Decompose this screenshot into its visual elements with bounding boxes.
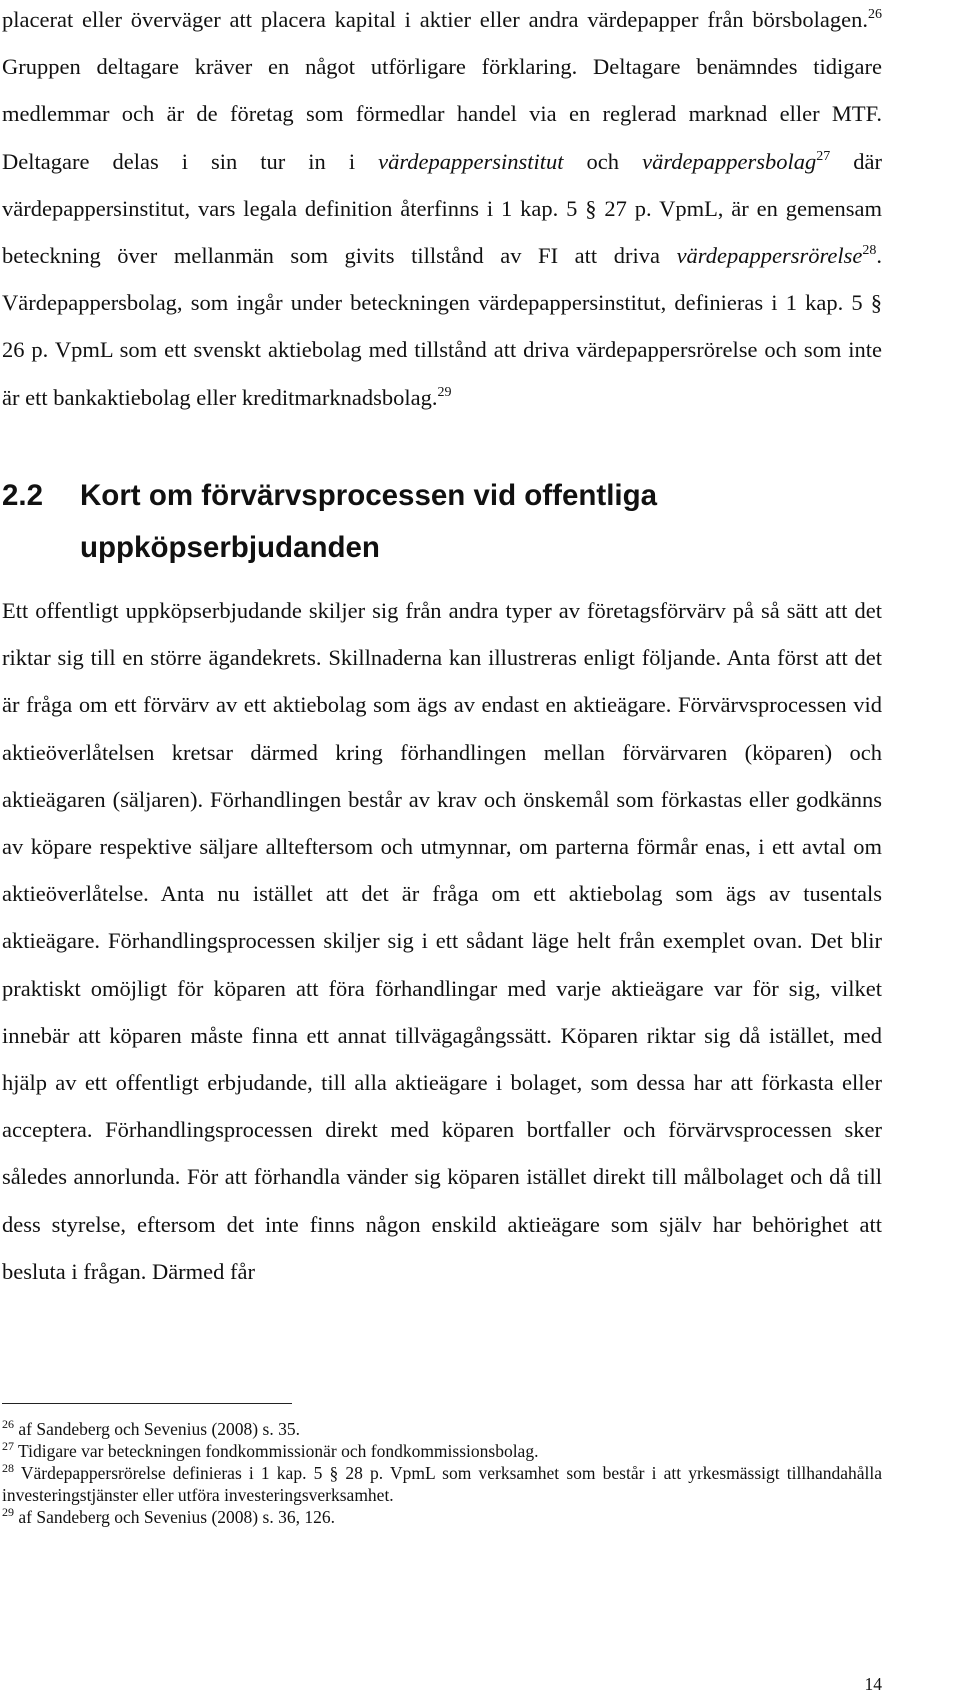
footnote-28: [2, 1462, 882, 1506]
footnote-ref-27: 27: [816, 148, 831, 164]
italic-term: värdepappersrörelse: [676, 243, 863, 269]
footnote-26: [2, 1418, 882, 1440]
body-paragraph-main: Ett offentligt uppköpserbjudande skiljer sig från andra typer av företagsförvärv på så sätt att det riktar sig till en större ägandekrets. Skillnaderna kan illustreras enligt följande. Anta först att det är fråga om ett förvärv av ett aktiebolag som ägs av endast en aktieägare. Förvärvsprocessen vid aktieöverlåtelsen kretsar därmed kring förhandlingen mellan förvärvaren (köparen) och aktieägaren (säljaren). Förhandlingen består av krav och önskemål som förkastas eller godkänns av köpare respektive säljare allteftersom och utmynnar, om parterna förmår enas, i ett avtal om aktieöverlåtelse. Anta nu istället att det är fråga om ett aktiebolag som ägs av tusentals aktieägare. Förhandlingsprocessen skiljer sig i ett sådant läge helt från exemplet ovan. Det blir praktiskt omöjligt för köparen att föra förhandlingar med varje aktieägare var för sig, vilket innebär att köparen måste finna ett annat tillvägagångssätt. Köparen riktar sig då istället, med hjälp av ett offentligt erbjudande, till alla aktieägare i bolaget, som dessa har att förkasta eller acceptera. Förhandlingsprocessen direkt med köparen bortfaller och förvärvsprocessen sker således annorlunda. För att förhandla vänder sig köparen istället direkt till målbolaget och då till dess styrelse, eftersom det inte finns någon enskild aktieägare som själv har behörighet att besluta i frågan. Därmed får: [2, 598, 882, 1284]
footnote-text: Värdepappersrörelse definieras i 1 kap. 5 § 28 p. VpmL som verksamhet som består i att yrkesmässigt tillhandahålla investeringstjänster eller utföra investeringsverksamhet.: [2, 1463, 882, 1505]
section-title: Kort om förvärvsprocessen vid offentliga uppköpserbjudanden: [80, 479, 658, 564]
body-paragraph-intro: [2, 0, 882, 421]
footnote-number: 29: [2, 1505, 14, 1519]
para-text: placerat eller överväger att placera kapital i aktier eller andra värdepapper från börsbolagen.: [2, 7, 868, 32]
section-number: 2.2: [2, 479, 44, 512]
footnote-text: af Sandeberg och Sevenius (2008) s. 36, 126.: [14, 1507, 335, 1527]
footnotes: [2, 1418, 882, 1528]
section-heading: [2, 470, 882, 574]
footnote-text: af Sandeberg och Sevenius (2008) s. 35.: [14, 1419, 300, 1439]
page-number: 14: [864, 1674, 882, 1694]
footnote-29: [2, 1506, 882, 1528]
footnote-number: 27: [2, 1439, 14, 1453]
italic-term: värdepappersbolag: [642, 148, 817, 174]
para-text: och: [563, 148, 643, 174]
para-text: . Värdepappersbolag, som ingår under beteckningen värdepappersinstitut, definieras i 1 kap. 5 § 26 p. VpmL som ett svenskt aktiebolag med tillstånd att driva värdepappersrörelse och som inte är ett bankaktiebolag eller kreditmarknadsbolag.: [2, 243, 882, 410]
footnote-number: 26: [2, 1417, 14, 1431]
footnote-text: Tidigare var beteckningen fondkommissionär och fondkommissionsbolag.: [14, 1441, 539, 1461]
italic-term: värdepappersinstitut: [378, 148, 564, 174]
footnote-ref-29: 29: [437, 384, 452, 400]
footnote-divider: [2, 1403, 292, 1404]
footnote-ref-26: 26: [868, 7, 882, 22]
para-text: där värdepappersinstitut, vars legala definition återfinns i 1 kap. 5 § 27 p. VpmL, är en gemensam beteckning över mellanmän som givits tillstånd av FI att driva: [2, 148, 882, 269]
footnote-27: [2, 1440, 882, 1462]
footnote-number: 28: [2, 1461, 14, 1475]
para-text: Gruppen deltagare kräver en något utförligare förklaring. Deltagare benämndes tidigare medlemmar och är de företag som förmedlar handel via en reglerad marknad eller MTF. Deltagare delas i sin tur in i: [2, 54, 882, 174]
footnote-ref-28: 28: [862, 243, 877, 259]
